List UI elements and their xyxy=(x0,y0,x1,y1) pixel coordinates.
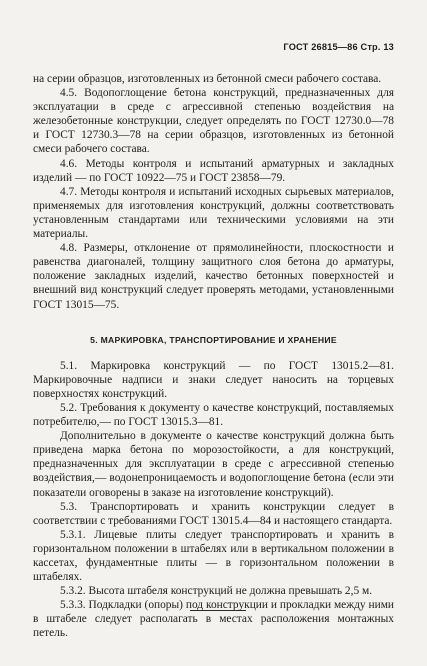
paragraph-5-3-3: 5.3.3. Подкладки (опоры) под конструкции и прокладки между ними в штабеле следует располагать в местах расположения монтажных петель. xyxy=(33,599,394,640)
paragraph-continuation: на серии образцов, изготовленных из бетонной смеси рабочего состава. xyxy=(33,73,382,85)
paragraph-5-3-1: 5.3.1. Лицевые плиты следует транспортировать и хранить в горизонтальном положении в штабелях или в вертикальном положении в кассетах, фундаментные плиты — в горизонтальном положении в штабелях. xyxy=(33,528,394,584)
section-heading: 5. МАРКИРОВКА, ТРАНСПОРТИРОВАНИЕ И ХРАНЕНИЕ xyxy=(90,334,337,345)
paragraph-5-2-supplement: Дополнительно в документе о качестве конструкций должна быть приведена марка бетона по морозостойкости, а для конструкций, предназначенных для эксплуатации в среде с агрессивной степенью воздействия,— водонепроницаемость и водопоглощение бетона (если эти показатели оговорены в заказе на изготовление конструкций). xyxy=(33,430,394,499)
paragraph-5-1: 5.1. Маркировка конструкций — по ГОСТ 13015.2—81. Маркировочные надписи и знаки следует наносить на торцевых поверхностях конструкций. xyxy=(33,359,394,400)
paragraph-5-3-2: 5.3.2. Высота штабеля конструкций не должна превышать 2,5 м. xyxy=(60,585,373,598)
document-body xyxy=(33,72,394,641)
paragraph-4-5: 4.5. Водопоглощение бетона конструкций, предназначенных для эксплуатации в среде с агрессивной степенью воздействия на железобетонные конструкции, следует определять по ГОСТ 12730.0—78 и ГОСТ 12730.3—78 на серии образцов, изготовленных из бетонной смеси рабочего состава. xyxy=(33,87,394,156)
paragraph-5-3: 5.3. Транспортировать и хранить конструкции следует в соответствии с требованиями ГОСТ 13015.4—84 и настоящего стандарта. xyxy=(33,500,394,527)
running-header: ГОСТ 26815—86 Стр. 13 xyxy=(283,42,394,52)
paragraph-4-6: 4.6. Методы контроля и испытаний арматурных и закладных изделий — по ГОСТ 10922—75 и ГОСТ 23858—79. xyxy=(33,157,394,184)
paragraph-4-7: 4.7. Методы контроля и испытаний исходных сырьевых материалов, применяемых для изготовления конструкций, должны соответствовать установленным стандартами или техническими условиями на эти материалы. xyxy=(33,185,394,241)
paragraph-5-2: 5.2. Требования к документу о качестве конструкций, поставляемых потребителю,— по ГОСТ 13015.3—81. xyxy=(33,401,394,429)
paragraph-4-8: 4.8. Размеры, отклонение от прямолинейности, плоскостности и равенства диагоналей, толщину защитного слоя бетона до арматуры, положение закладных изделий, качество бетонных поверхностей и внешний вид конструкций следует проверять методами, установленными ГОСТ 13015—75. xyxy=(33,242,394,311)
end-of-page-rule xyxy=(190,610,246,611)
